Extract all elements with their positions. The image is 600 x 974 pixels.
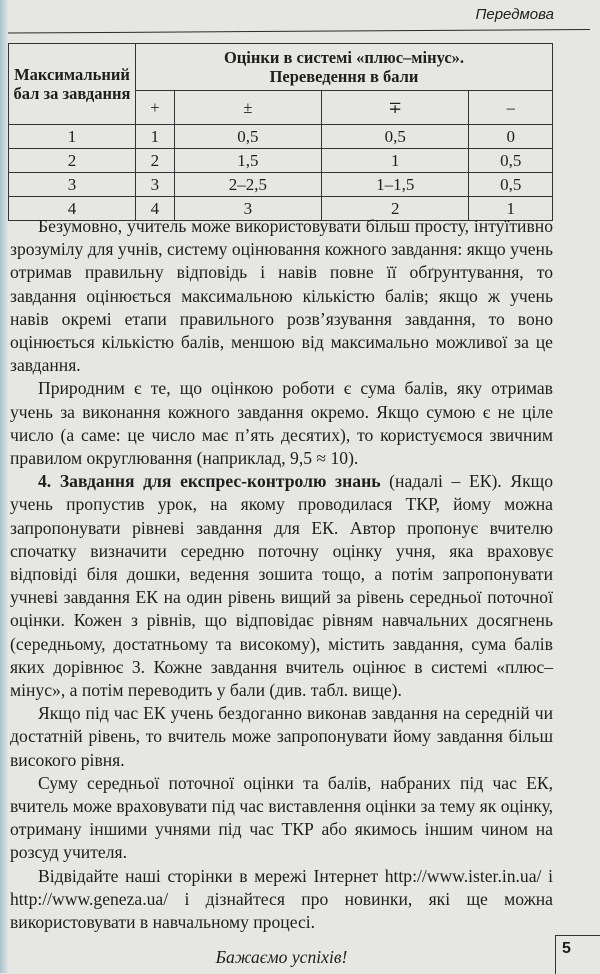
table-row xyxy=(9,173,553,197)
running-header xyxy=(0,0,600,30)
header-rule xyxy=(8,29,590,34)
section-title: Передмова xyxy=(475,6,554,23)
paragraph-text: (надалі – ЕК). Якщо учень пропустив урок, на якому проводилася ТКР, йому можна запропонувати рівневі завдання для ЕК. Автор пропонує вчителю спочатку визначити середню поточну оцінку учня, яка враховує відповіді біля дошки, ведення зошита тощо, а потім запропонувати учневі завдання ЕК на один рівень вищий за рівень середньої поточної оцінки. Кожен з рівнів, що відповідає рівням навчальних досягнень (середньому, достатньому та високому), містить завдання, сума балів яких дорівнює 3. Кожне завдання вчитель оцінює в системі «плюс–мінус», а потім переводить у бали (див. табл. вище). xyxy=(10,471,553,701)
page-number-box xyxy=(555,935,600,974)
body-text xyxy=(10,215,553,970)
table-cell: 0,5 xyxy=(322,125,469,149)
table-cell: 1 xyxy=(136,125,175,149)
closing-wish: Бажаємо успіхів! xyxy=(215,947,348,968)
paragraph: Якщо під час ЕК учень бездоганно виконав завдання на середній чи достатній рівень, то вчитель може запропонувати йому завдання більш високого рівня. xyxy=(10,703,553,770)
table-cell: 3 xyxy=(9,173,136,197)
table-cell: 4 xyxy=(9,197,136,221)
table-row xyxy=(9,149,553,173)
table-cell: 0,5 xyxy=(174,125,321,149)
table-cell: 4 xyxy=(136,197,175,221)
table-cell: 0,5 xyxy=(469,173,553,197)
table-cell: 2 xyxy=(136,149,175,173)
table-cell: 2 xyxy=(9,149,136,173)
table-cell: 3 xyxy=(174,197,321,221)
table-cell: 3 xyxy=(136,173,175,197)
paragraph-ek xyxy=(10,470,553,702)
table-cell: 1–1,5 xyxy=(322,173,469,197)
plus-minus-header-line2: Переведення в бали xyxy=(269,67,419,86)
table-cell: 2 xyxy=(322,197,469,221)
grading-table xyxy=(8,43,553,221)
max-score-header: Максимальний бал за завдання xyxy=(9,44,136,125)
paragraph: Суму середньої поточної оцінки та балів, набраних під час ЕК, вчитель може враховувати під час виставлення оцінки за тему як оцінку, отриману іншими учнями під час ТКР або якимось іншим чином на розсуд учителя. xyxy=(10,772,553,863)
paragraph-heading: Природним є те, що оцінкою роботи є сума балів, яку отримав учень за виконання кожного завдання окремо. Якщо сумою є не ціле число (а саме: це число має п’ять десятих), то користуємося звичним правилом округлювання (наприклад, 9,5 ≈ 10). xyxy=(10,378,553,469)
table-cell: 1 xyxy=(322,149,469,173)
table-cell: 1 xyxy=(9,125,136,149)
paragraph xyxy=(10,377,553,470)
table-row xyxy=(9,125,553,149)
symbol-plus: + xyxy=(136,91,175,125)
book-spine-edge xyxy=(0,0,8,973)
symbol-minus: – xyxy=(469,91,553,125)
section-heading: 4. Завдання для експрес-контролю знань xyxy=(38,471,381,492)
symbol-minus-plus: ∓ xyxy=(322,91,469,125)
table-cell: 1,5 xyxy=(174,149,321,173)
symbol-plus-minus: ± xyxy=(174,91,321,125)
paragraph: Відвідайте наші сторінки в мережі Інтернет http://www.ister.in.ua/ і http://www.geneza.ua/ і дізнайтеся про новинки, які ще можна використовувати в навчальному процесі. xyxy=(10,865,553,933)
table-cell: 1 xyxy=(469,197,553,221)
table-cell: 2–2,5 xyxy=(174,173,321,197)
plus-minus-header xyxy=(136,44,553,91)
table-cell: 0,5 xyxy=(469,149,553,173)
page-number: 5 xyxy=(562,940,571,957)
paragraph: Безумовно, учитель може використовувати більш просту, інтуїтивно зрозумілу для учнів, систему оцінювання кожного завдання: якщо учень отримав правильну відповідь і навів повне її обґрунтування, то завдання оцінюється максимальною кількістю балів; якщо ж учень навів окремі етапи правильного розв’язування завдання, то воно оцінюється кількістю балів, меншою від максимально можливої за це завдання. xyxy=(10,216,553,376)
table-cell: 0 xyxy=(469,125,553,149)
plus-minus-header-line1: Оцінки в системі «плюс–мінус». xyxy=(223,48,465,67)
